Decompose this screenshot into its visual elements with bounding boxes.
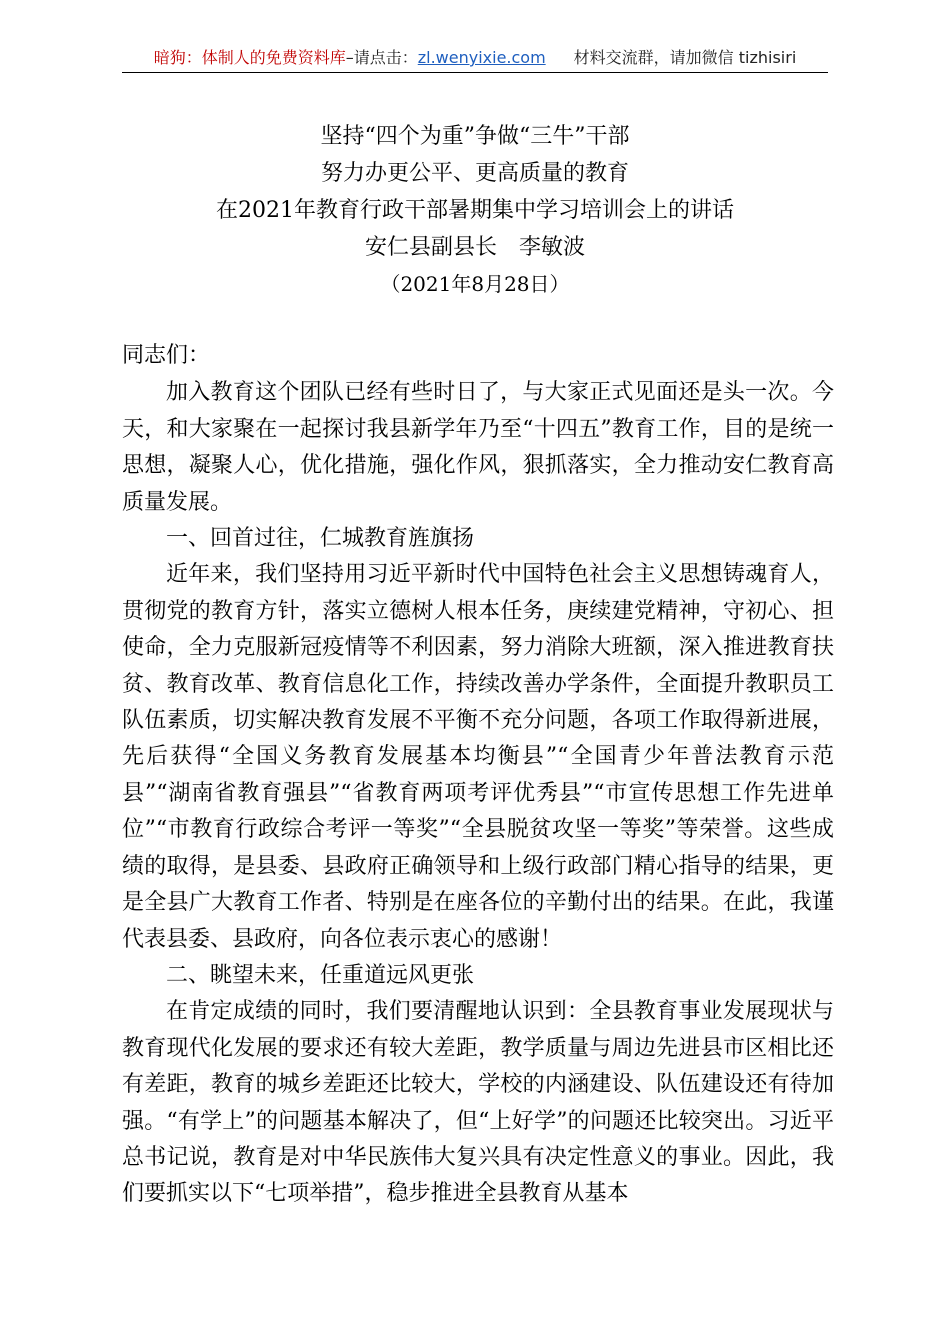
date-line: （2021年8月28日） <box>380 272 570 296</box>
section-heading-1: 一、回首过往，仁城教育旌旗扬 <box>166 526 475 552</box>
header-divider <box>122 72 828 73</box>
header-wechat: 材料交流群，请加微信 tizhisiri <box>573 48 797 67</box>
header-prompt: –请点击： <box>345 48 418 67</box>
header-brand: 暗狗：体制人的免费资料库 <box>153 48 346 67</box>
title-line-3: 在2021年教育行政干部暑期集中学习培训会上的讲话 <box>216 198 734 223</box>
paragraph-challenges: 在肯定成绩的同时，我们要清醒地认识到：全县教育事业发展现状与教育现代化发展的要求还有较大差距，教学质量与周边先进县市区相比还有差距，教育的城乡差距还比较大，学校的内涵建设、队伍建设还有待加强。“有学上”的问题基本解决了，但“上好学”的问题还比较突出。习近平总书记说，教育是对中华民族伟大复兴具有决定性意义的事业。因此，我们要抓实以下“七项举措”，稳步推进全县教育从基本 <box>122 999 834 1207</box>
speech-body <box>122 338 834 1213</box>
speaker-line: 安仁县副县长 李敏波 <box>364 235 585 260</box>
section-heading-2: 二、眺望未来，任重道远风更张 <box>166 962 475 988</box>
title-block <box>122 118 828 303</box>
header-link[interactable]: zl.wenyixie.com <box>417 48 546 67</box>
title-line-2: 努力办更公平、更高质量的教育 <box>320 161 629 186</box>
paragraph-intro: 加入教育这个团队已经有些时日了，与大家正式见面还是头一次。今天，和大家聚在一起探讨我县新学年乃至“十四五”教育工作，目的是统一思想，凝聚人心，优化措施，强化作风，狠抓落实，全力推动安仁教育高质量发展。 <box>122 380 834 515</box>
salutation: 同志们： <box>122 343 211 368</box>
page-header <box>0 46 950 70</box>
title-line-1: 坚持“四个为重”争做“三牛”干部 <box>320 124 630 149</box>
paragraph-achievements: 近年来，我们坚持用习近平新时代中国特色社会主义思想铸魂育人，贯彻党的教育方针，落实立德树人根本任务，庚续建党精神，守初心、担使命，全力克服新冠疫情等不利因素，努力消除大班额，深入推进教育扶贫、教育改革、教育信息化工作，持续改善办学条件，全面提升教职员工队伍素质，切实解决教育发展不平衡不充分问题，各项工作取得新进展，先后获得“全国义务教育发展基本均衡县”“全国青少年普法教育示范县”“湖南省教育强县”“省教育两项考评优秀县”“市宣传思想工作先进单位”“市教育行政综合考评一等奖”“全县脱贫攻坚一等奖”等荣誉。这些成绩的取得，是县委、县政府正确领导和上级行政部门精心指导的结果，更是全县广大教育工作者、特别是在座各位的辛勤付出的结果。在此，我谨代表县委、县政府，向各位表示衷心的感谢！ <box>122 562 834 952</box>
